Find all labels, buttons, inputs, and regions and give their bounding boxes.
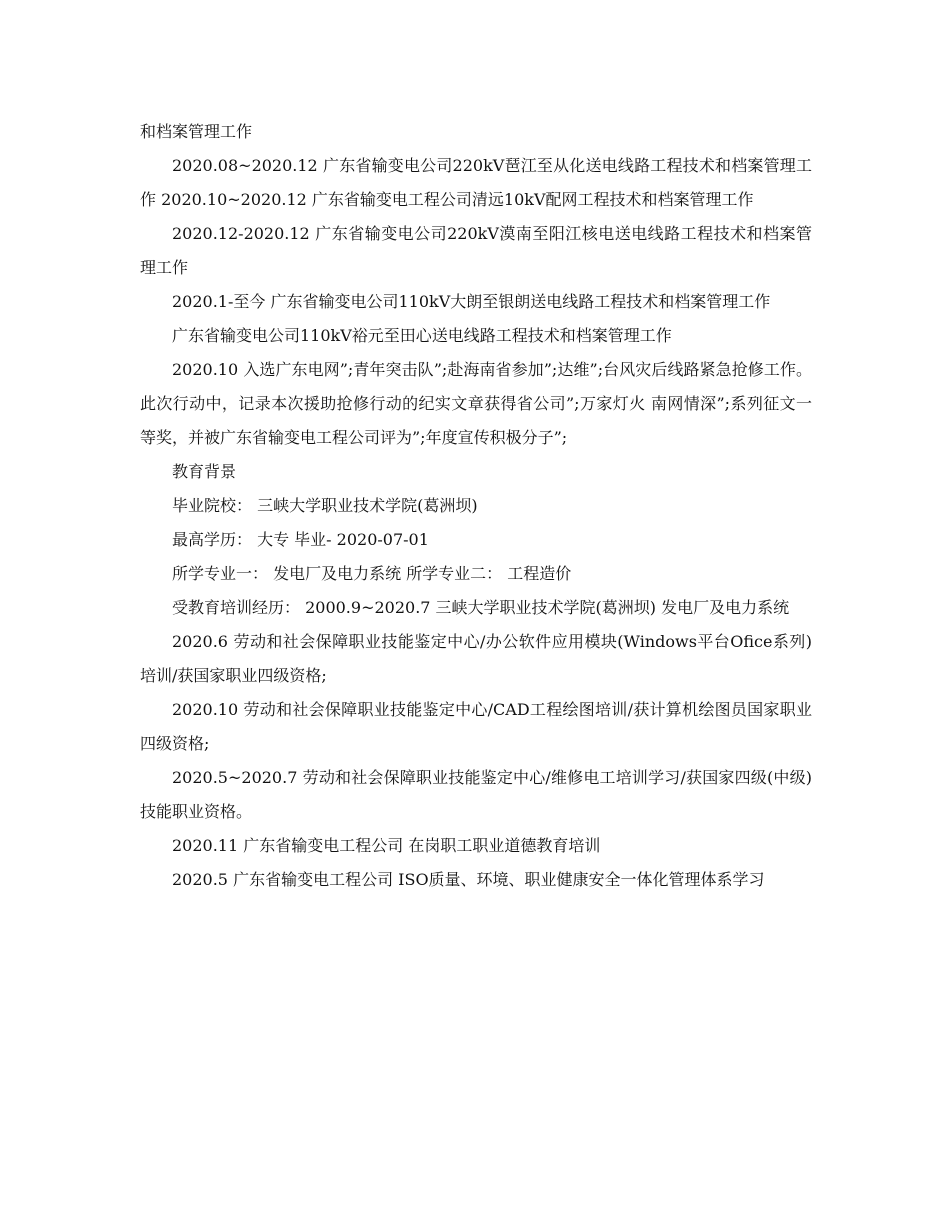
training-item-5: 2020.5 广东省输变电工程公司 ISO质量、环境、职业健康安全一体化管理体系学习 (172, 870, 765, 889)
paragraph-3: 2020.1-至今 广东省输变电公司110kV大朗至银朗送电线路工程技术和档案管理工作 (172, 292, 771, 311)
document-page (140, 115, 812, 897)
paragraph-1: 2020.08~2020.12 广东省输变电公司220kV琶江至从化送电线路工程技术和档案管理工作 2020.10~2020.12 广东省输变电工程公司清远10kV配网工程技术和档案管理工作 (140, 156, 812, 209)
training-item-3: 2020.5~2020.7 劳动和社会保障职业技能鉴定中心/维修电工培训学习/获国家四级(中级)技能职业资格。 (140, 768, 812, 821)
paragraph-4: 广东省输变电公司110kV裕元至田心送电线路工程技术和档案管理工作 (172, 326, 672, 345)
majors: 所学专业一： 发电厂及电力系统 所学专业二： 工程造价 (172, 564, 572, 583)
training-item-1: 2020.6 劳动和社会保障职业技能鉴定中心/办公软件应用模块(Windows平台Ofice系列)培训/获国家职业四级资格; (140, 632, 812, 685)
paragraph-5: 2020.10 入选广东电网”;青年突击队”;赴海南省参加”;达维”;台风灾后线路紧急抢修工作。此次行动中，记录本次援助抢修行动的纪实文章获得省公司”;万家灯火 南网情深”;系列征文一等奖，并被广东省输变电工程公司评为”;年度宣传积极分子”; (140, 360, 812, 447)
highest-degree: 最高学历： 大专 毕业- 2020-07-01 (172, 530, 429, 549)
section-heading-education: 教育背景 (172, 462, 237, 481)
paragraph-2: 2020.12-2020.12 广东省输变电公司220kV漠南至阳江核电送电线路工程技术和档案管理工作 (140, 224, 812, 277)
training-item-4: 2020.11 广东省输变电工程公司 在岗职工职业道德教育培训 (172, 836, 601, 855)
paragraph-0: 和档案管理工作 (140, 122, 253, 141)
graduation-school: 毕业院校： 三峡大学职业技术学院(葛洲坝) (172, 496, 478, 515)
training-history: 受教育培训经历： 2000.9~2020.7 三峡大学职业技术学院(葛洲坝) 发电厂及电力系统 (172, 598, 790, 617)
training-item-2: 2020.10 劳动和社会保障职业技能鉴定中心/CAD工程绘图培训/获计算机绘图员国家职业四级资格; (140, 700, 812, 753)
